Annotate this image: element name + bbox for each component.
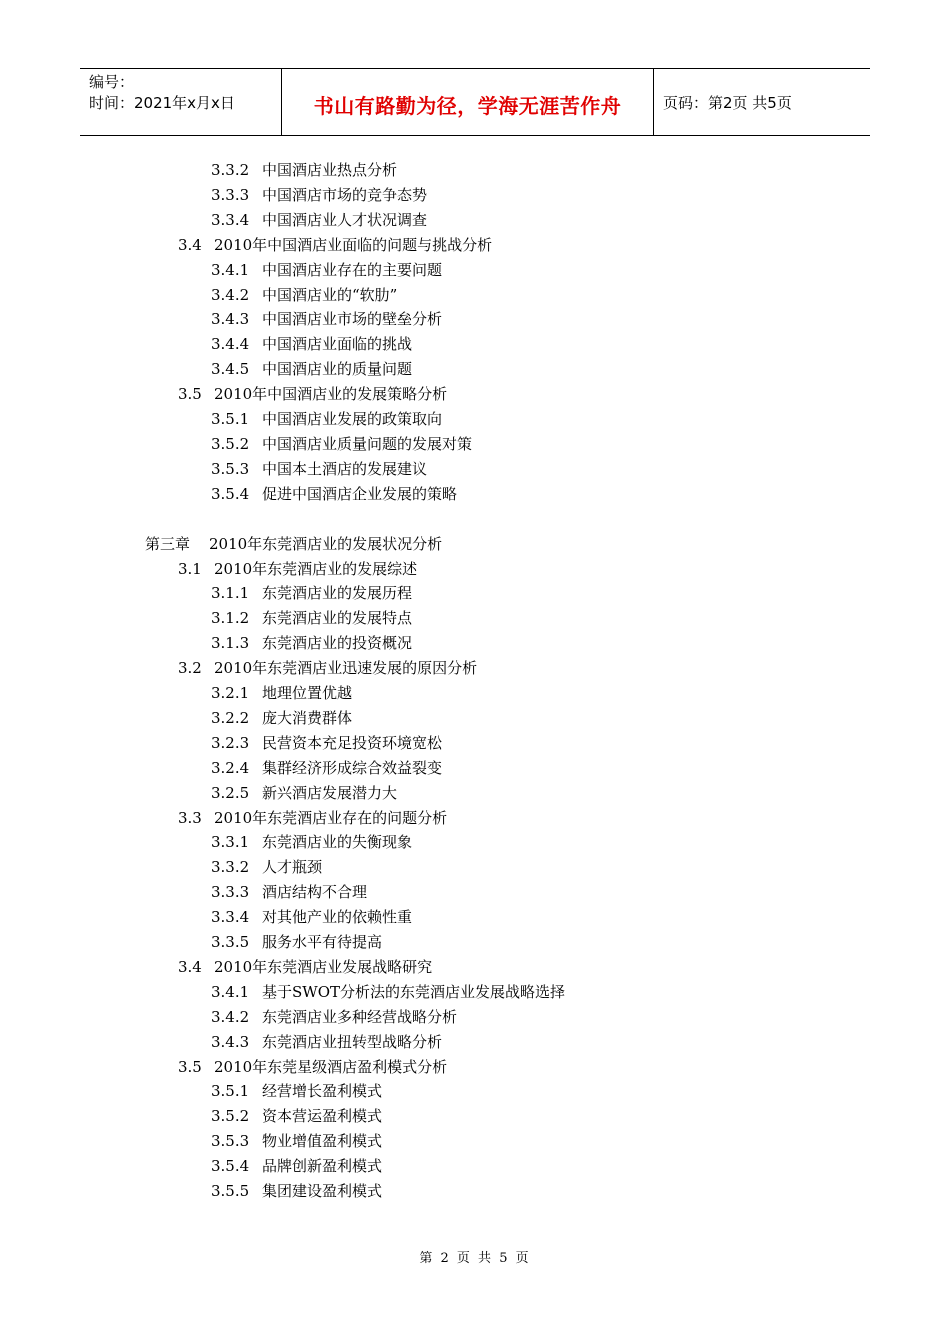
toc-entry-number: 3.5.2 [211,1107,250,1126]
toc-entry-title: 2010年东莞酒店业发展战略研究 [214,957,433,976]
toc-entry-number: 3.5.3 [211,1132,250,1151]
toc-entry-title: 人才瓶颈 [262,858,323,877]
toc-entry [178,806,447,830]
toc-entry-number: 3.2.4 [211,758,250,777]
toc-entry-title: 中国酒店业的“软肋” [262,285,398,304]
toc-entry-title: 中国酒店市场的竞争态势 [262,185,428,204]
toc-entry-title: 中国酒店业质量问题的发展对策 [262,434,473,453]
toc-entry-title: 中国酒店业存在的主要问题 [262,260,443,279]
toc-entry [211,1030,442,1054]
toc-entry [211,208,427,232]
header-meta [80,69,282,135]
toc-entry-title: 中国本土酒店的发展建议 [262,459,428,478]
toc-entry-title: 促进中国酒店企业发展的策略 [262,484,458,503]
toc-entry [211,731,442,755]
toc-entry-title: 中国酒店业市场的壁垒分析 [262,310,443,329]
toc-entry-title: 东莞酒店业多种经营战略分析 [262,1007,458,1026]
toc-entry [211,781,397,805]
toc-entry [211,756,442,780]
toc-entry-number: 3.5.1 [211,410,250,428]
toc-entry-number: 3.4.3 [211,310,250,329]
toc-entry-title: 经营增长盈利模式 [262,1082,383,1101]
toc-entry-title: 新兴酒店发展潜力大 [262,783,398,802]
toc-entry-title: 2010年中国酒店业面临的问题与挑战分析 [214,235,493,254]
toc-entry-number: 3.5 [178,385,202,404]
toc-entry [178,382,447,406]
toc-entry [211,1005,457,1029]
toc-entry-title: 2010年东莞星级酒店盈利模式分析 [214,1057,448,1076]
toc-entry [211,457,427,481]
toc-entry-title: 服务水平有待提高 [262,933,383,951]
toc-entry-title: 物业增值盈利模式 [262,1132,383,1151]
toc-entry-number: 3.4 [178,235,202,254]
toc-entry-number: 3.4 [178,957,202,976]
toc-entry-title: 2010年东莞酒店业的发展状况分析 [209,534,443,553]
toc-entry-number: 3.2.1 [211,684,250,702]
toc-entry-number: 3.4.1 [211,982,250,1001]
toc-entry-number: 3.1.1 [211,584,250,603]
toc-entry-number: 3.4.3 [211,1032,250,1051]
toc-entry [211,606,412,630]
toc-entry [211,1079,382,1103]
toc-entry-number: 3.3.4 [211,908,250,927]
toc-entry [178,557,417,581]
toc-entry [211,1104,382,1128]
toc-entry [211,332,412,356]
toc-entry-number: 3.4.2 [211,1007,250,1026]
toc-entry [211,407,442,431]
toc-entry-number: 3.5.2 [211,434,250,453]
toc-entry [211,357,412,381]
toc-entry-number: 3.5.3 [211,459,250,478]
toc-entry-number: 3.4.2 [211,285,250,304]
toc-entry-title: 2010年东莞酒店业迅速发展的原因分析 [214,659,478,678]
toc-entry-number: 3.3.1 [211,833,250,852]
toc-entry-number: 3.2.3 [211,733,250,752]
toc-entry [211,706,352,730]
toc-entry [211,681,352,705]
toc-entry-title: 集群经济形成综合效益裂变 [262,758,443,777]
toc-entry-title: 东莞酒店业扭转型战略分析 [262,1032,443,1051]
toc-entry-title: 东莞酒店业的发展历程 [262,584,413,603]
toc-entry-number: 3.3.3 [211,883,250,902]
toc-entry-number: 3.1.2 [211,609,250,628]
toc-entry [211,482,457,506]
toc-entry [211,631,412,655]
toc-entry-number: 3.5.4 [211,484,250,503]
toc-entry-number: 3.2.5 [211,783,250,802]
toc-entry-title: 酒店结构不合理 [262,883,368,902]
page-header [80,68,870,136]
toc-entry-title: 中国酒店业面临的挑战 [262,335,413,354]
toc-entry [211,183,427,207]
toc-entry-number: 3.2 [178,659,202,678]
toc-entry-number: 3.3.5 [211,933,250,951]
toc-entry-title: 地理位置优越 [262,684,353,702]
toc-entry-number: 3.3.4 [211,210,250,229]
page-footer: 第 2 页 共 5 页 [419,1251,531,1266]
toc-entry-title: 东莞酒店业的失衡现象 [262,833,413,852]
toc-entry-title: 中国酒店业的质量问题 [262,360,413,379]
toc-entry-number: 3.4.1 [211,260,250,279]
toc-entry [211,880,367,904]
toc-entry-title: 中国酒店业热点分析 [262,161,398,179]
toc-entry-number: 3.5.1 [211,1082,250,1101]
toc-entry-number: 3.1.3 [211,634,250,653]
toc-entry [211,581,412,605]
toc-entry-number: 3.4.5 [211,360,250,379]
toc-entry-number: 3.5.5 [211,1182,250,1200]
toc-entry-title: 基于SWOT分析法的东莞酒店业发展战略选择 [262,982,565,1001]
toc-entry [178,955,432,979]
toc-entry-title: 资本营运盈利模式 [262,1107,383,1126]
toc-entry [178,233,492,257]
toc-entry-number: 3.3.2 [211,161,250,179]
document-time-label: 时间：2021年x月x日 [89,94,235,112]
toc-entry-title: 东莞酒店业的发展特点 [262,609,413,628]
toc-entry [211,283,397,307]
toc-entry-number: 3.3.2 [211,858,250,877]
toc-chapter-entry [145,532,442,556]
toc-entry [211,307,442,331]
header-page-indicator: 页码：第2页 共5页 [663,93,792,112]
toc-entry [211,158,397,182]
toc-entry [211,930,382,954]
toc-entry-title: 2010年中国酒店业的发展策略分析 [214,385,448,404]
toc-entry-title: 庞大消费群体 [262,708,353,727]
toc-entry [178,656,477,680]
header-motto: 书山有路勤为径，学海无涯苦作舟 [282,69,654,135]
toc-entry-number: 3.3.3 [211,185,250,204]
toc-entry-number: 3.5.4 [211,1157,250,1176]
toc-entry [211,432,472,456]
toc-entry [211,855,322,879]
toc-entry [211,1179,382,1203]
toc-entry [211,830,412,854]
toc-entry [211,980,565,1004]
toc-entry-title: 集团建设盈利模式 [262,1182,383,1200]
toc-entry-number: 3.1 [178,559,202,578]
toc-entry [211,905,412,929]
toc-entry [211,1129,382,1153]
toc-entry-number: 第三章 [145,534,191,553]
toc-entry-title: 品牌创新盈利模式 [262,1157,383,1176]
toc-entry-title: 中国酒店业人才状况调查 [262,210,428,229]
toc-entry-title: 2010年东莞酒店业存在的问题分析 [214,808,448,827]
toc-entry [178,1055,447,1079]
document-number-label: 编号： [89,73,135,91]
toc-entry-title: 东莞酒店业的投资概况 [262,634,413,653]
toc-entry [211,258,442,282]
toc-entry-number: 3.4.4 [211,335,250,354]
toc-entry [211,1154,382,1178]
toc-entry-number: 3.3 [178,808,202,827]
toc-entry-number: 3.2.2 [211,708,250,727]
toc-entry-title: 中国酒店业发展的政策取向 [262,410,443,428]
toc-entry-title: 民营资本充足投资环境宽松 [262,733,443,752]
toc-entry-title: 对其他产业的依赖性重 [262,908,413,927]
toc-entry-title: 2010年东莞酒店业的发展综述 [214,559,418,578]
toc-entry-number: 3.5 [178,1057,202,1076]
